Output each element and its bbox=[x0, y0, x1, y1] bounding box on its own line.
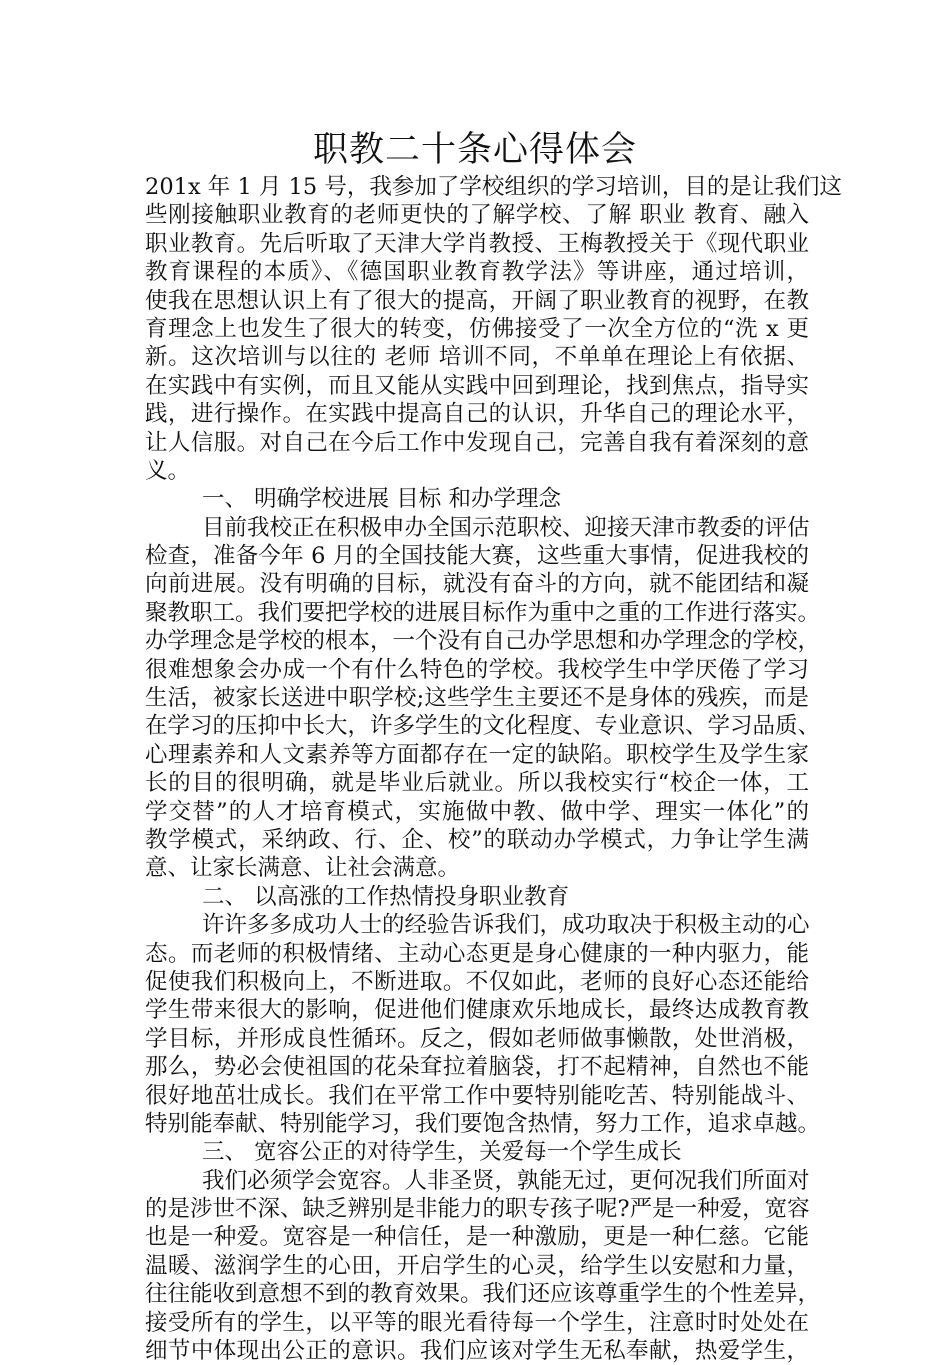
text-line: 聚教职工。我们要把学校的进展目标作为重中之重的工作进行落实。 bbox=[145, 599, 821, 626]
text-line: 教育课程的本质》、《德国职业教育教学法》等讲座，通过培训， bbox=[145, 259, 809, 286]
text-line: 许许多多成功人士的经验告诉我们，成功取决于积极主动的心 bbox=[202, 912, 810, 939]
text-line: 让人信服。对自己在今后工作中发现自己，完善自我有着深刻的意 bbox=[145, 429, 809, 456]
text-line: 学交替”的人才培育模式，实施做中教、做中学、理实一体化”的 bbox=[145, 798, 809, 825]
text-line: 检查，准备今年 6 月的全国技能大赛，这些重大事情，促进我校的 bbox=[145, 543, 809, 570]
text-line: 心理素养和人文素养等方面都存在一定的缺陷。职校学生及学生家 bbox=[145, 741, 809, 768]
text-line: 在学习的压抑中长大，许多学生的文化程度、专业意识、学习品质、 bbox=[145, 713, 821, 740]
text-line: 很好地茁壮成长。我们在平常工作中要特别能吃苦、特别能战斗、 bbox=[145, 1082, 809, 1109]
text-line: 义。 bbox=[145, 457, 191, 484]
text-line: 目前我校正在积极申办全国示范职校、迎接天津市教委的评估 bbox=[202, 514, 810, 541]
text-line: 我们必须学会宽容。人非圣贤，孰能无过，更何况我们所面对 bbox=[202, 1167, 810, 1194]
text-line: 意、让家长满意、让社会满意。 bbox=[145, 855, 461, 882]
text-line: 些刚接触职业教育的老师更快的了解学校、了解 职业 教育、融入 bbox=[145, 202, 809, 229]
text-line: 使我在思想认识上有了很大的提高，开阔了职业教育的视野，在教 bbox=[145, 287, 809, 314]
text-line: 接受所有的学生，以平等的眼光看待每一个学生，注意时时处处在 bbox=[145, 1309, 809, 1336]
text-line: 也是一种爱。宽容是一种信任，是一种激励，更是一种仁慈。它能 bbox=[145, 1224, 809, 1251]
text-line: 育理念上也发生了很大的转变，仿佛接受了一次全方位的“洗 x 更 bbox=[145, 315, 809, 342]
text-line: 学目标，并形成良性循环。反之，假如老师做事懒散，处世消极， bbox=[145, 1025, 809, 1052]
section-heading: 三、 宽容公正的对待学生，关爱每一个学生成长 bbox=[202, 1139, 682, 1166]
text-line: 教学模式，采纳政、行、企、校”的联动办学模式，力争让学生满 bbox=[145, 826, 809, 853]
text-line: 践，进行操作。在实践中提高自己的认识，升华自己的理论水平， bbox=[145, 401, 809, 428]
section-heading: 二、 以高涨的工作热情投身职业教育 bbox=[202, 883, 570, 910]
text-line: 生活，被家长送进中职学校;这些学生主要还不是身体的残疾，而是 bbox=[145, 685, 809, 712]
text-line: 往往能收到意想不到的教育效果。我们还应该尊重学生的个性差异， bbox=[145, 1281, 821, 1308]
text-line: 的是涉世不深、缺乏辨别是非能力的职专孩子呢?严是一种爱，宽容 bbox=[145, 1196, 810, 1223]
text-line: 学生带来很大的影响，促进他们健康欢乐地成长，最终达成教育教 bbox=[145, 997, 809, 1024]
text-line: 温暖、滋润学生的心田，开启学生的心灵，给学生以安慰和力量， bbox=[145, 1252, 809, 1279]
text-line: 促使我们积极向上，不断进取。不仅如此，老师的良好心态还能给 bbox=[145, 968, 809, 995]
text-line: 很难想象会办成一个有什么特色的学校。我校学生中学厌倦了学习 bbox=[145, 656, 809, 683]
section-heading: 一、 明确学校进展 目标 和办学理念 bbox=[202, 486, 561, 513]
text-line: 向前进展。没有明确的目标，就没有奋斗的方向，就不能团结和凝 bbox=[145, 571, 809, 598]
text-line: 职业教育。先后听取了天津大学肖教授、王梅教授关于《现代职业 bbox=[145, 230, 809, 257]
text-line: 那么，势必会使祖国的花朵耷拉着脑袋，打不起精神，自然也不能 bbox=[145, 1054, 809, 1081]
text-line: 在实践中有实例，而且又能从实践中回到理论，找到焦点，指导实 bbox=[145, 372, 809, 399]
text-line: 办学理念是学校的根本，一个没有自己办学思想和办学理念的学校， bbox=[145, 628, 821, 655]
text-line: 特别能奉献、特别能学习，我们要饱含热情，努力工作，追求卓越。 bbox=[145, 1110, 821, 1137]
text-line: 细节中体现出公正的意识。我们应该对学生无私奉献，热爱学生， bbox=[145, 1338, 809, 1365]
text-line: 长的目的很明确，就是毕业后就业。所以我校实行“校企一体，工 bbox=[145, 770, 809, 797]
text-line: 新。这次培训与以往的 老师 培训不同，不单单在理论上有依据、 bbox=[145, 344, 809, 371]
text-line: 态。而老师的积极情绪、主动心态更是身心健康的一种内驱力，能 bbox=[145, 940, 809, 967]
document-body bbox=[145, 173, 842, 1365]
page-title: 职教二十条心得体会 bbox=[312, 130, 637, 170]
text-line: 201x 年 1 月 15 号，我参加了学校组织的学习培训，目的是让我们这 bbox=[145, 174, 842, 200]
